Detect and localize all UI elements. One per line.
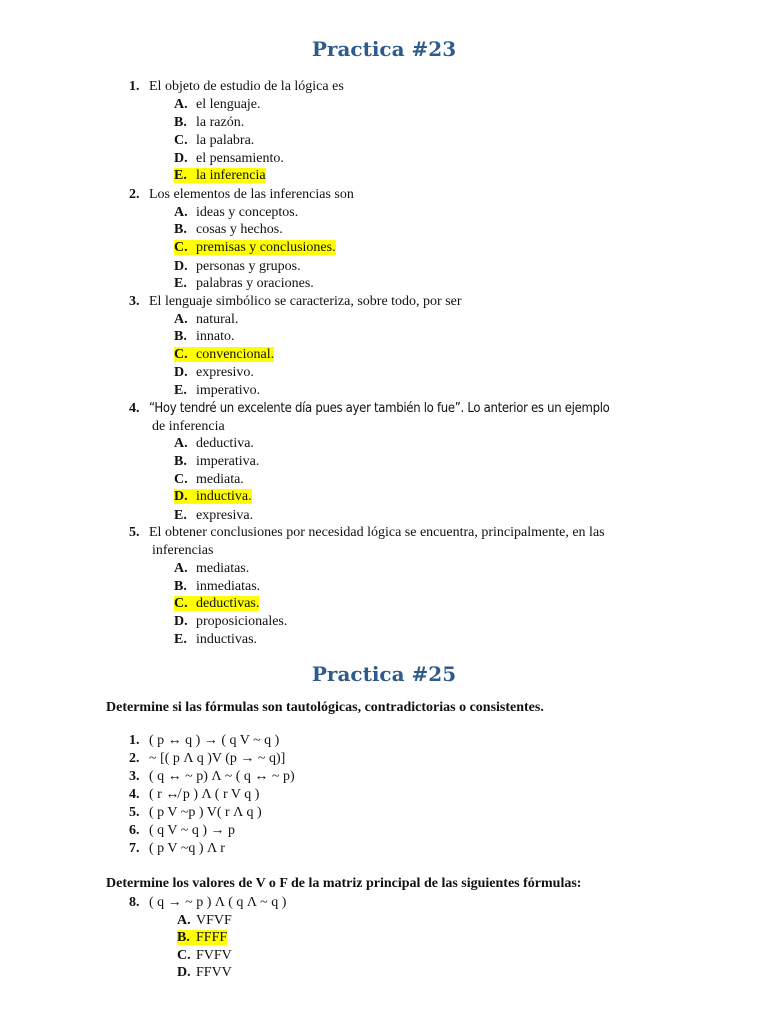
practice-23-title: Practica #23: [311, 37, 457, 61]
option-3a: A. natural.: [174, 312, 239, 327]
option-1e-highlighted: E. la inferencia: [174, 168, 266, 183]
option-4b: B. imperativa.: [174, 454, 260, 469]
formula-4: 4. ( r ↮ p ) Λ ( r V q ): [129, 787, 260, 802]
formula-3: 3. ( q ↔ ~ p) Λ ~ ( q ↔ ~ p): [129, 769, 295, 784]
option-1c: C. la palabra.: [174, 133, 255, 148]
formula-2: 2. ~ [( p Λ q )V (p → ~ q)]: [129, 751, 286, 766]
question-5: 5. El obtener conclusiones por necesidad lógica se encuentra, principalmente, en las: [129, 525, 605, 540]
question-5-continuation: inferencias: [152, 543, 214, 558]
formula-1: 1. ( p ↔ q ) → ( q V ~ q ): [129, 733, 280, 748]
option-2d: D. personas y grupos.: [174, 259, 301, 274]
option-5a: A. mediatas.: [174, 561, 250, 576]
formula-7: 7. ( p V ~q ) Λ r: [129, 841, 225, 856]
option-2e: E. palabras y oraciones.: [174, 276, 314, 291]
option-5e: E. inductivas.: [174, 632, 258, 647]
option-5d: D. proposicionales.: [174, 614, 288, 629]
question-1: [129, 78, 344, 95]
practice-25-title: Practica #25: [311, 662, 457, 686]
question-text: El objeto de estudio de la lógica es: [149, 79, 344, 94]
option-8a: A. VFVF: [177, 913, 232, 928]
option-3b: B. innato.: [174, 329, 235, 344]
question-3: 3. El lenguaje simbólico se caracteriza, sobre todo, por ser: [129, 294, 462, 309]
instruction-truth-values: Determine los valores de V o F de la matriz principal de las siguientes fórmulas:: [106, 876, 582, 891]
option-1a: A. el lenguaje.: [174, 97, 261, 112]
option-2a: A. ideas y conceptos.: [174, 205, 299, 220]
question-number: 1.: [129, 79, 140, 94]
option-4a: A. deductiva.: [174, 436, 254, 451]
option-2b: B. cosas y hechos.: [174, 222, 283, 237]
option-8c: C. FVFV: [177, 948, 232, 963]
option-4c: C. mediata.: [174, 472, 244, 487]
option-2c-highlighted: C. premisas y conclusiones.: [174, 240, 336, 255]
question-2: 2. Los elementos de las inferencias son: [129, 187, 354, 202]
option-1d: D. el pensamiento.: [174, 151, 284, 166]
formula-6: 6. ( q V ~ q ) → p: [129, 823, 236, 838]
question-8: 8. ( q → ~ p ) Λ ( q Λ ~ q ): [129, 895, 287, 910]
option-3c-highlighted: C. convencional.: [174, 347, 275, 362]
question-4: 4. “Hoy tendré un excelente día pues ayer también lo fue”. Lo anterior es un ejemplo: [129, 401, 610, 416]
option-3e: E. imperativo.: [174, 383, 261, 398]
formula-5: 5. ( p V ~p ) V( r Λ q ): [129, 805, 262, 820]
instruction-formulas: Determine si las fórmulas son tautológicas, contradictorias o consistentes.: [106, 700, 544, 715]
option-8b-highlighted: B. FFFF: [177, 930, 228, 945]
option-5c-highlighted: C. deductivas.: [174, 596, 260, 611]
question-4-continuation: de inferencia: [152, 419, 225, 434]
option-8d: D. FFVV: [177, 965, 232, 980]
option-3d: D. expresivo.: [174, 365, 254, 380]
option-4e: E. expresiva.: [174, 508, 254, 523]
option-5b: B. inmediatas.: [174, 579, 261, 594]
option-4d-highlighted: D. inductiva.: [174, 489, 252, 504]
option-1b: B. la razón.: [174, 115, 245, 130]
